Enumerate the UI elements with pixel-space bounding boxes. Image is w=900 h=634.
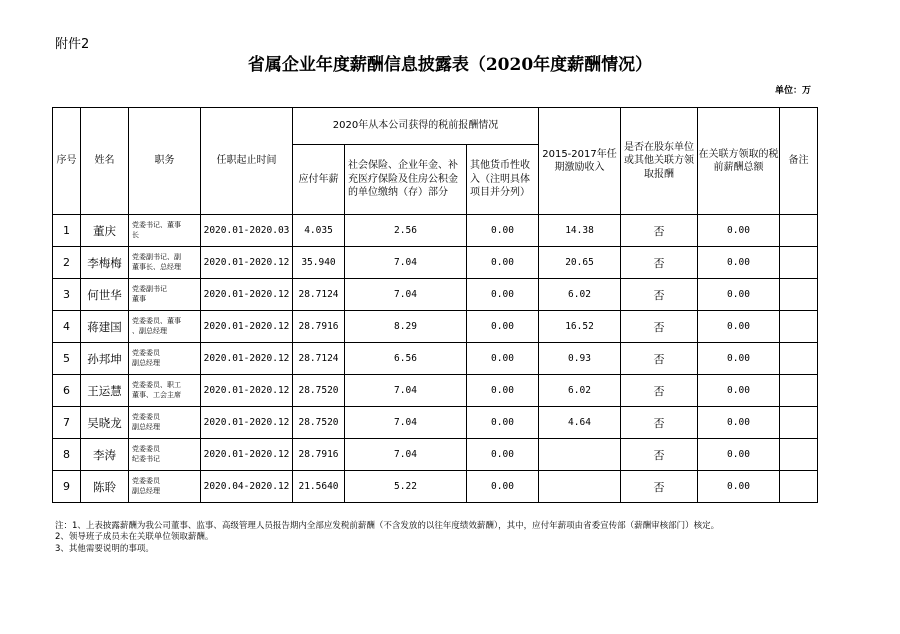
cell-seq: 1 bbox=[53, 215, 81, 247]
cell-other: 0.00 bbox=[467, 215, 539, 247]
header-remark: 备注 bbox=[780, 108, 818, 215]
cell-name: 李梅梅 bbox=[81, 247, 129, 279]
cell-related: 否 bbox=[621, 439, 698, 471]
header-other: 其他货币性收入（注明具体项目并分列） bbox=[467, 145, 539, 215]
cell-social: 8.29 bbox=[345, 311, 467, 343]
cell-salary: 35.940 bbox=[293, 247, 345, 279]
table-row bbox=[53, 375, 818, 407]
position-line-2: 长 bbox=[132, 230, 139, 239]
position-line-1: 党委副书记、副 bbox=[132, 253, 181, 262]
position-line-2: 董事 bbox=[132, 294, 146, 303]
cell-salary: 21.5640 bbox=[293, 471, 345, 503]
cell-remark bbox=[780, 279, 818, 311]
cell-term: 2020.01-2020.12 bbox=[201, 343, 293, 375]
position-line-2: 董事、工会主席 bbox=[132, 390, 181, 399]
cell-incentive: 4.64 bbox=[539, 407, 621, 439]
unit-label: 单位：万 bbox=[775, 86, 812, 96]
cell-remark bbox=[780, 471, 818, 503]
header-row bbox=[53, 108, 818, 145]
cell-name: 李涛 bbox=[81, 439, 129, 471]
cell-term: 2020.01-2020.12 bbox=[201, 279, 293, 311]
position-line-1: 党委委员、职工 bbox=[132, 381, 181, 390]
attachment-label: 附件2 bbox=[55, 37, 90, 52]
footnote-3: 3、其他需要说明的事项。 bbox=[55, 543, 154, 554]
cell-remark bbox=[780, 343, 818, 375]
cell-position bbox=[129, 343, 201, 375]
cell-position bbox=[129, 279, 201, 311]
cell-seq: 9 bbox=[53, 471, 81, 503]
cell-term: 2020.01-2020.12 bbox=[201, 407, 293, 439]
header-term: 任职起止时间 bbox=[201, 108, 293, 215]
cell-incentive: 14.38 bbox=[539, 215, 621, 247]
position-line-2: 董事长、总经理 bbox=[132, 262, 181, 271]
cell-related-total: 0.00 bbox=[698, 439, 780, 471]
cell-related: 否 bbox=[621, 215, 698, 247]
cell-other: 0.00 bbox=[467, 247, 539, 279]
table-row bbox=[53, 215, 818, 247]
cell-remark bbox=[780, 375, 818, 407]
cell-remark bbox=[780, 311, 818, 343]
cell-remark bbox=[780, 407, 818, 439]
cell-name: 何世华 bbox=[81, 279, 129, 311]
footnote-2: 2、领导班子成员未在关联单位领取薪酬。 bbox=[55, 532, 214, 543]
cell-position bbox=[129, 407, 201, 439]
cell-related-total: 0.00 bbox=[698, 279, 780, 311]
cell-related: 否 bbox=[621, 343, 698, 375]
table-row bbox=[53, 311, 818, 343]
page-title: 省属企业年度薪酬信息披露表（2020年度薪酬情况） bbox=[247, 55, 653, 75]
cell-incentive: 6.02 bbox=[539, 279, 621, 311]
cell-incentive: 6.02 bbox=[539, 375, 621, 407]
position-line-1: 党委委员 bbox=[132, 477, 160, 486]
cell-seq: 3 bbox=[53, 279, 81, 311]
cell-name: 陈聆 bbox=[81, 471, 129, 503]
cell-related-total: 0.00 bbox=[698, 311, 780, 343]
cell-position bbox=[129, 247, 201, 279]
table-row bbox=[53, 279, 818, 311]
cell-social: 2.56 bbox=[345, 215, 467, 247]
cell-incentive: 16.52 bbox=[539, 311, 621, 343]
cell-term: 2020.01-2020.12 bbox=[201, 439, 293, 471]
cell-salary: 28.7916 bbox=[293, 311, 345, 343]
position-line-2: 副总经理 bbox=[132, 486, 160, 495]
cell-related: 否 bbox=[621, 247, 698, 279]
cell-incentive bbox=[539, 439, 621, 471]
cell-other: 0.00 bbox=[467, 439, 539, 471]
cell-related: 否 bbox=[621, 471, 698, 503]
footnote-1: 注：1、上表披露薪酬为我公司董事、监事、高级管理人员报告期内全部应发税前薪酬（不含发放的以往年度绩效薪酬），其中，应付年薪项由省委宣传部（薪酬审核部门）核定。 bbox=[55, 521, 720, 531]
cell-social: 7.04 bbox=[345, 439, 467, 471]
cell-salary: 28.7520 bbox=[293, 375, 345, 407]
position-line-1: 党委委员、董事 bbox=[132, 317, 181, 326]
cell-related-total: 0.00 bbox=[698, 247, 780, 279]
cell-remark bbox=[780, 439, 818, 471]
cell-seq: 2 bbox=[53, 247, 81, 279]
cell-position bbox=[129, 375, 201, 407]
table-row bbox=[53, 343, 818, 375]
cell-salary: 4.035 bbox=[293, 215, 345, 247]
footnotes bbox=[55, 521, 719, 555]
header-related-total: 在关联方领取的税前薪酬总额 bbox=[698, 108, 780, 215]
cell-social: 6.56 bbox=[345, 343, 467, 375]
cell-salary: 28.7124 bbox=[293, 343, 345, 375]
cell-salary: 28.7520 bbox=[293, 407, 345, 439]
header-group-2020: 2020年从本公司获得的税前报酬情况 bbox=[293, 108, 539, 145]
cell-other: 0.00 bbox=[467, 343, 539, 375]
cell-related-total: 0.00 bbox=[698, 471, 780, 503]
cell-position bbox=[129, 471, 201, 503]
cell-name: 蒋建国 bbox=[81, 311, 129, 343]
table-row bbox=[53, 407, 818, 439]
cell-related-total: 0.00 bbox=[698, 343, 780, 375]
table-row bbox=[53, 247, 818, 279]
cell-name: 吴晓龙 bbox=[81, 407, 129, 439]
cell-seq: 7 bbox=[53, 407, 81, 439]
cell-term: 2020.01-2020.12 bbox=[201, 375, 293, 407]
cell-social: 7.04 bbox=[345, 279, 467, 311]
cell-remark bbox=[780, 215, 818, 247]
cell-related-total: 0.00 bbox=[698, 215, 780, 247]
position-line-2: 副总经理 bbox=[132, 422, 160, 431]
cell-related: 否 bbox=[621, 279, 698, 311]
position-line-1: 党委委员 bbox=[132, 413, 160, 422]
cell-salary: 28.7916 bbox=[293, 439, 345, 471]
position-line-2: 、副总经理 bbox=[132, 326, 167, 335]
cell-other: 0.00 bbox=[467, 375, 539, 407]
header-name: 姓名 bbox=[81, 108, 129, 215]
cell-remark bbox=[780, 247, 818, 279]
cell-name: 王运慧 bbox=[81, 375, 129, 407]
cell-social: 7.04 bbox=[345, 375, 467, 407]
cell-incentive bbox=[539, 471, 621, 503]
cell-other: 0.00 bbox=[467, 471, 539, 503]
header-incentive: 2015-2017年任期激励收入 bbox=[539, 108, 621, 215]
cell-term: 2020.01-2020.12 bbox=[201, 247, 293, 279]
cell-incentive: 20.65 bbox=[539, 247, 621, 279]
cell-related: 否 bbox=[621, 407, 698, 439]
position-line-1: 党委委员 bbox=[132, 349, 160, 358]
header-social: 社会保险、企业年金、补充医疗保险及住房公积金的单位缴纳（存）部分 bbox=[345, 145, 467, 215]
cell-name: 孙邦坤 bbox=[81, 343, 129, 375]
cell-seq: 8 bbox=[53, 439, 81, 471]
cell-related: 否 bbox=[621, 375, 698, 407]
header-seq: 序号 bbox=[53, 108, 81, 215]
cell-seq: 6 bbox=[53, 375, 81, 407]
cell-seq: 5 bbox=[53, 343, 81, 375]
cell-other: 0.00 bbox=[467, 279, 539, 311]
cell-other: 0.00 bbox=[467, 311, 539, 343]
position-line-1: 党委副书记 bbox=[132, 285, 167, 294]
cell-incentive: 0.93 bbox=[539, 343, 621, 375]
header-related: 是否在股东单位或其他关联方领取报酬 bbox=[621, 108, 698, 215]
cell-related: 否 bbox=[621, 311, 698, 343]
salary-table bbox=[52, 107, 818, 503]
cell-social: 5.22 bbox=[345, 471, 467, 503]
cell-name: 董庆 bbox=[81, 215, 129, 247]
cell-position bbox=[129, 215, 201, 247]
cell-social: 7.04 bbox=[345, 247, 467, 279]
cell-position bbox=[129, 439, 201, 471]
position-line-1: 党委书记、董事 bbox=[132, 221, 181, 230]
cell-position bbox=[129, 311, 201, 343]
cell-salary: 28.7124 bbox=[293, 279, 345, 311]
header-position: 职务 bbox=[129, 108, 201, 215]
cell-other: 0.00 bbox=[467, 407, 539, 439]
cell-term: 2020.04-2020.12 bbox=[201, 471, 293, 503]
cell-term: 2020.01-2020.12 bbox=[201, 311, 293, 343]
cell-related-total: 0.00 bbox=[698, 407, 780, 439]
table-row bbox=[53, 471, 818, 503]
position-line-1: 党委委员 bbox=[132, 445, 160, 454]
cell-related-total: 0.00 bbox=[698, 375, 780, 407]
position-line-2: 纪委书记 bbox=[132, 454, 160, 463]
header-salary: 应付年薪 bbox=[293, 145, 345, 215]
cell-social: 7.04 bbox=[345, 407, 467, 439]
position-line-2: 副总经理 bbox=[132, 358, 160, 367]
cell-seq: 4 bbox=[53, 311, 81, 343]
table-row bbox=[53, 439, 818, 471]
cell-term: 2020.01-2020.03 bbox=[201, 215, 293, 247]
